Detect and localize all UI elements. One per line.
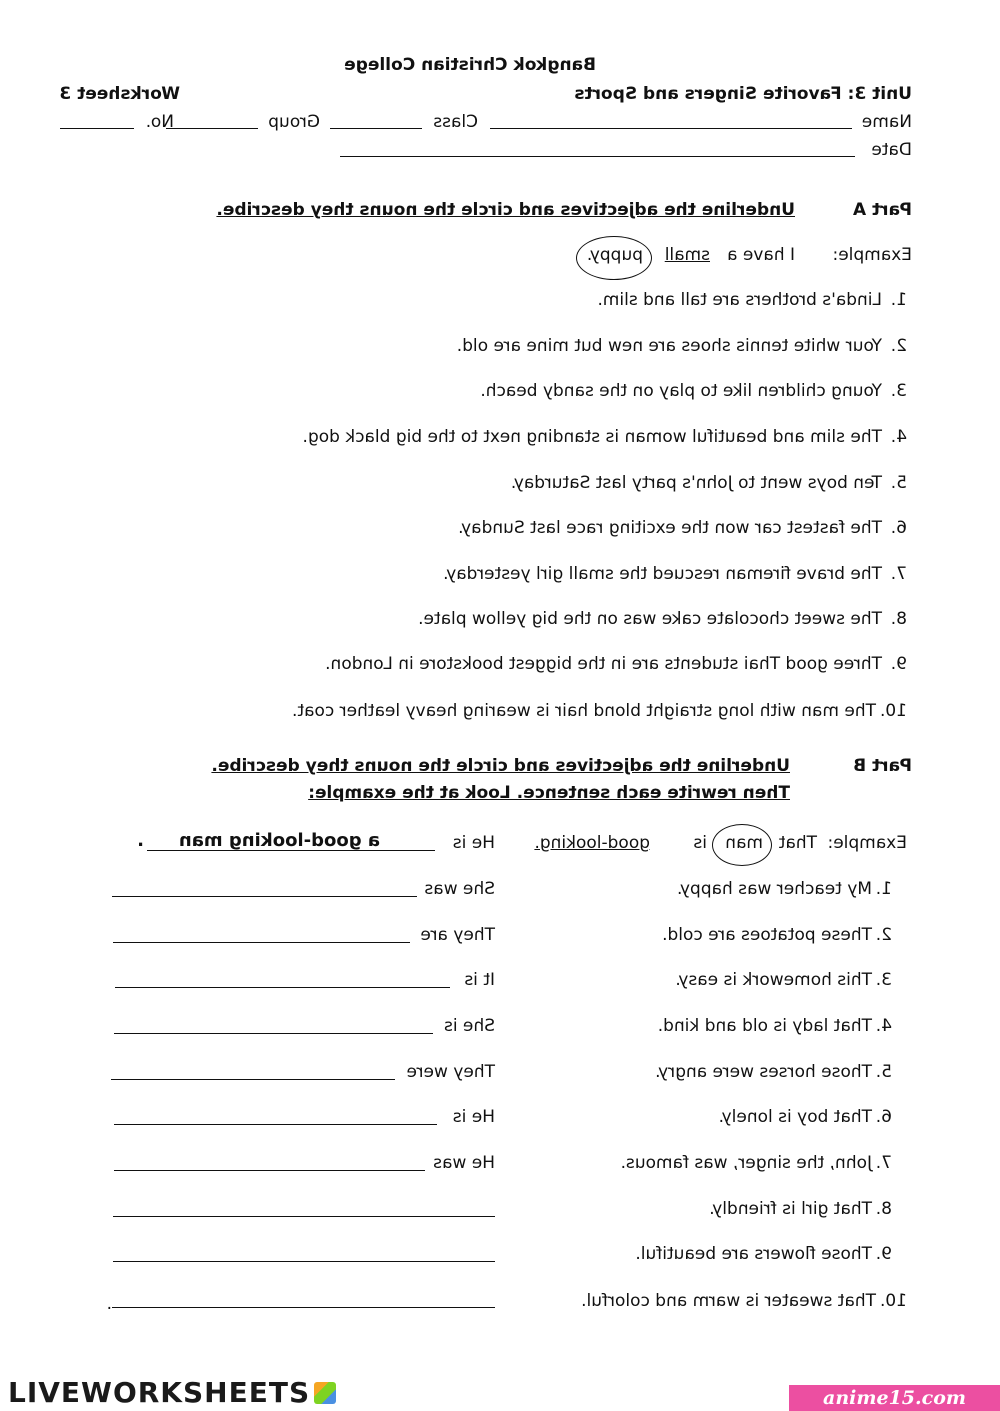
part-a-item-number: 7. [890, 564, 907, 584]
part-b-instruction-line1: Underline the adjectives and circle the nouns they describe. [211, 756, 790, 776]
part-b-item-text: That sweater is warm and colorful. [581, 1291, 876, 1311]
liveworksheets-logo-icon [314, 1382, 336, 1404]
watermark-badge [789, 1385, 1000, 1411]
part-b-label: Part B [853, 756, 912, 776]
no-field[interactable] [60, 128, 134, 129]
part-b-answer-field[interactable] [112, 1307, 495, 1308]
part-b-example-that: That [778, 833, 817, 853]
part-b-item-number: 9. [875, 1244, 892, 1264]
watermark-text: anime15.com [823, 1387, 966, 1409]
group-field[interactable] [166, 128, 258, 129]
part-a-example-label: Example: [832, 245, 912, 265]
liveworksheets-logo-text: LIVEWORKSHEETS [8, 1376, 311, 1409]
part-a-item-text: Three good Thai students are in the biggest bookstore in London. [325, 654, 882, 674]
part-a-item-text: The man with long straight blond hair is wearing heavy leather coat. [292, 701, 876, 721]
part-b-answer-field[interactable] [111, 1079, 395, 1080]
part-b-item-text: That lady is old and kind. [657, 1016, 872, 1036]
part-b-item-number: 3. [875, 970, 892, 990]
part-a-example-adjective: small [664, 245, 710, 265]
part-a-item-number: 2. [890, 336, 907, 356]
part-a-example-noun: puppy. [586, 245, 643, 265]
part-a-example-prefix: I have a [727, 245, 795, 265]
part-b-instruction-line2: Then rewrite each sentence. Look at the example: [308, 783, 790, 803]
part-a-item-text: The sweet chocolate cake was on the big yellow plate. [418, 609, 882, 629]
part-b-item-text: Those flowers are beautiful. [635, 1244, 872, 1264]
part-b-item-prompt: They are [420, 925, 495, 945]
part-b-answer-field[interactable] [115, 987, 450, 988]
unit-title: Unit 3: Favorite Singers and Sports [574, 84, 912, 104]
part-b-item-number: 1. [875, 879, 892, 899]
part-b-item-prompt: He was [433, 1153, 495, 1173]
class-label: Class [433, 112, 478, 132]
part-a-item-number: 4. [890, 427, 907, 447]
name-field[interactable] [490, 128, 852, 129]
part-b-item-number: 4. [875, 1016, 892, 1036]
part-b-item-text: John, the singer, was famous. [620, 1153, 872, 1173]
part-b-example-answer: a good-looking man [178, 830, 380, 851]
part-a-item-text: The slim and beautiful woman is standing next to the big black dog. [302, 427, 882, 447]
part-b-example-adjective: good-looking. [534, 833, 650, 853]
part-b-example-is: is [693, 833, 707, 853]
part-b-example-label: Example: [827, 833, 907, 853]
part-a-item-number: 1. [890, 290, 907, 310]
part-b-example-noun: man [725, 833, 763, 853]
part-b-answer-field[interactable] [114, 1033, 433, 1034]
part-b-item-text: That boy is lonely. [718, 1107, 872, 1127]
part-b-item-prompt: She is [443, 1016, 495, 1036]
part-a-item-number: 6. [890, 518, 907, 538]
part-b-answer-field[interactable] [112, 896, 417, 897]
class-field[interactable] [330, 128, 422, 129]
part-b-end-period: . [106, 1294, 112, 1314]
part-b-item-text: These potatoes are cold. [662, 925, 872, 945]
part-a-label: Part A [852, 200, 912, 220]
part-a-item-text: Your white tennis shoes are new but mine are old. [456, 336, 882, 356]
name-label: Name [861, 112, 912, 132]
part-a-item-text: The brave fireman rescued the small girl yesterday. [443, 564, 882, 584]
part-b-answer-field[interactable] [113, 1216, 495, 1217]
part-b-item-number: 8. [875, 1199, 892, 1219]
part-b-answer-field[interactable] [114, 1124, 437, 1125]
part-a-item-number: 8. [890, 609, 907, 629]
group-label: Group [268, 112, 320, 132]
part-a-item-text: Ten boys went to John's party last Saturday. [510, 473, 882, 493]
worksheet-number: Worksheet 3 [59, 84, 180, 104]
part-b-item-text: My teacher was happy. [676, 879, 872, 899]
part-b-example-period: . [137, 830, 144, 851]
part-b-item-number: 2. [875, 925, 892, 945]
part-b-item-number: 10. [879, 1291, 907, 1311]
part-b-item-number: 5. [875, 1062, 892, 1082]
part-a-item-text: Young children like to play on the sandy beach. [480, 381, 882, 401]
part-a-item-text: The fastest car won the exciting race last Sunday. [458, 518, 882, 538]
part-b-answer-field[interactable] [114, 1170, 425, 1171]
part-b-item-number: 6. [875, 1107, 892, 1127]
part-b-item-prompt: She was [424, 879, 495, 899]
part-a-item-number: 10. [879, 701, 907, 721]
part-a-item-number: 5. [890, 473, 907, 493]
part-a-item-number: 3. [890, 381, 907, 401]
part-b-item-text: This homework is easy. [675, 970, 872, 990]
part-a-item-text: Linda's brothers are tall and slim. [597, 290, 882, 310]
part-b-answer-field[interactable] [113, 942, 410, 943]
part-b-example-prompt: He is [452, 833, 495, 853]
part-b-item-text: Those horses were angry. [655, 1062, 872, 1082]
no-label: No. [145, 112, 174, 132]
liveworksheets-logo[interactable] [8, 1376, 336, 1409]
part-a-item-number: 9. [890, 654, 907, 674]
date-field[interactable] [340, 156, 855, 157]
date-label: Date [871, 140, 912, 160]
school-title: Bangkok Christian College [344, 55, 596, 75]
part-a-instruction: Underline the adjectives and circle the nouns they describe. [216, 200, 795, 220]
part-b-item-prompt: They were [406, 1062, 495, 1082]
part-b-item-prompt: It is [464, 970, 495, 990]
part-b-item-text: That girl is friendly. [709, 1199, 872, 1219]
part-b-item-prompt: He is [452, 1107, 495, 1127]
part-b-answer-field[interactable] [113, 1261, 495, 1262]
part-b-item-number: 7. [875, 1153, 892, 1173]
